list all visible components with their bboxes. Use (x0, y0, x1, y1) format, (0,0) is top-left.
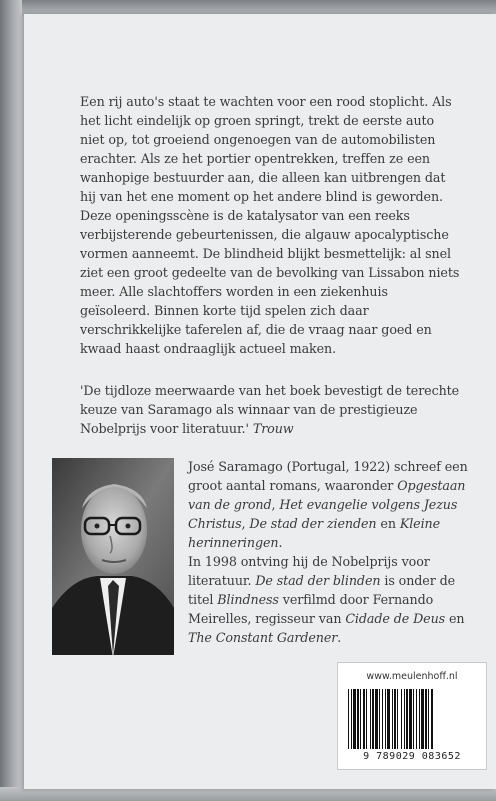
barcode-bar (348, 689, 349, 749)
barcode-bar (366, 689, 367, 749)
barcode-bar (363, 689, 365, 749)
book-bottom-edge (0, 787, 496, 801)
barcode-image (348, 689, 476, 751)
bio-paragraph-2: In 1998 ontving hij de Nobelprijs voor literatuur. De stad der blinden is onder de titel Blindness verfilmd door Fernando Meirelles, regisseur van Cidade de Deus en The Constant Gardener. (188, 554, 465, 645)
blurb-paragraph-2: Deze openingsscène is de katalysator van een reeks verbijsterende gebeurtenissen, die algauw apocalyptische vormen aanneemt. De blindheid blijkt besmettelijk: al snel ziet een groot gedeelte van de bevolking van Lissabon niets meer. Alle slachtoffers worden in een ziekenhuis geïsoleerd. Binnen korte tijd spelen zich daar verschrikkelijke taferelen af, die de vraag naar goed en kwaad haast ondraaglijk actueel maken. (80, 208, 460, 356)
barcode-bar (370, 689, 371, 749)
barcode-bar (421, 689, 424, 749)
barcode-bar (397, 689, 398, 749)
publisher-url: www.meulenhoff.nl (366, 671, 458, 682)
quote-source: Trouw (252, 421, 294, 436)
barcode-bar (425, 689, 427, 749)
bio-conjunction: en (380, 516, 396, 531)
bio-intro: José Saramago (Portugal, 1922) schreef een groot aantal romans, waaronder (188, 459, 468, 493)
author-portrait-image (52, 458, 174, 655)
barcode-bar (351, 689, 352, 749)
barcode-bar (392, 689, 393, 749)
bio-film-book: De stad der blinden (255, 573, 381, 588)
bio-film-title: Blindness (217, 592, 279, 607)
bio-book-1: Opgestaan van de grond (188, 478, 466, 512)
barcode-bar (431, 689, 433, 749)
barcode-bar (360, 689, 361, 749)
barcode-bar (406, 689, 408, 749)
barcode-bar (382, 689, 383, 749)
barcode-bar (401, 689, 402, 749)
blurb-paragraph-1: Een rij auto's staat te wachten voor een rood stoplicht. Als het licht eindelijk op groen springt, trekt de eerste auto niet op, tot groeiend ongenoegen van de automobilisten erachter. Als ze het portier opentrekken, treffen ze een wanhopige bestuurder aan, die alleen kan uitbrengen dat hij van het ene moment op het andere blind is geworden. (80, 94, 452, 204)
barcode-bar (357, 689, 359, 749)
bio-conjunction-2: en (449, 611, 465, 626)
quote-text: 'De tijdloze meerwaarde van het boek bevestigt de terechte keuze van Saramago als winnaar van de prestigieuze Nobelprijs voor literatuur.' (80, 383, 460, 436)
barcode-bar (428, 689, 429, 749)
barcode-bar (419, 689, 420, 749)
barcode-bar (413, 689, 414, 749)
isbn-number: 9 789029 083652 (363, 751, 461, 762)
barcode-bar (375, 689, 378, 749)
bio-book-3: De stad der zienden (249, 516, 377, 531)
barcode-bar (353, 689, 356, 749)
bio-film-3: The Constant Gardener (188, 630, 338, 645)
bio-book-4: Kleine herinneringen (188, 516, 441, 550)
book-spine-edge (0, 0, 22, 801)
bio-paragraph-1: José Saramago (Portugal, 1922) schreef een groot aantal romans, waaronder Opgestaan van de grond, Het evangelie volgens Jezus Christus, De stad der zienden en Kleine herinneringen. (188, 459, 468, 550)
barcode-bar (379, 689, 380, 749)
bio-film-director: verfilmd door Fernando Meirelles, regisseur van (188, 592, 434, 626)
barcode-bar (416, 689, 417, 749)
bio-film-mid: is onder de titel (188, 573, 456, 607)
barcode-box (337, 662, 487, 770)
barcode-bar (409, 689, 412, 749)
barcode-bar (404, 689, 405, 749)
blurb (80, 92, 460, 358)
barcode-bar (387, 689, 390, 749)
bio-nobel: In 1998 ontving hij de Nobelprijs voor literatuur. (188, 554, 430, 588)
barcode-bar (394, 689, 396, 749)
barcode-bar (385, 689, 386, 749)
bio-film-2: Cidade de Deus (345, 611, 446, 626)
author-photo (52, 458, 174, 655)
barcode-bar (372, 689, 374, 749)
review-quote (80, 381, 460, 438)
bio-book-2: Het evangelie volgens Jezus Christus (188, 497, 458, 531)
author-bio (188, 457, 472, 647)
